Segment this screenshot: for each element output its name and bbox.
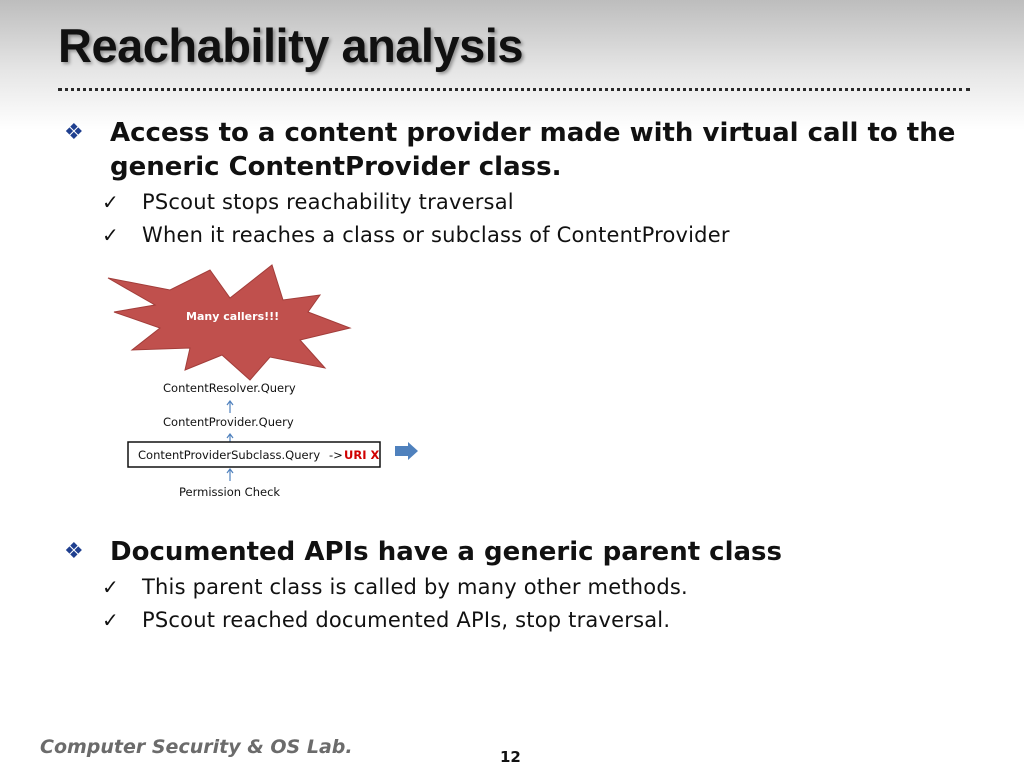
call-chain-diagram	[100, 260, 440, 505]
checkmark-icon: ✓	[102, 608, 119, 632]
checkmark-icon: ✓	[102, 223, 119, 247]
star-label: Many callers!!!	[186, 310, 280, 323]
uri-arrow-text: ->	[329, 448, 343, 462]
bullet-2-text: Documented APIs have a generic parent class	[110, 537, 783, 567]
title-dotted-rule	[58, 88, 970, 91]
bullet-1-subitem-2: When it reaches a class or subclass of ContentProvider	[142, 223, 730, 247]
node-permission-check: Permission Check	[179, 485, 281, 499]
node-content-resolver: ContentResolver.Query	[163, 381, 296, 395]
node-subclass-query: ContentProviderSubclass.Query	[138, 448, 321, 462]
bullet-1-subitem-1: PScout stops reachability traversal	[142, 190, 514, 214]
diamond-cluster-icon: ❖	[64, 120, 84, 145]
page-number: 12	[500, 748, 521, 766]
diamond-cluster-icon: ❖	[64, 539, 84, 564]
footer-lab-name: Computer Security & OS Lab.	[40, 736, 353, 758]
bullet-1-text: Access to a content provider made with virtual call to the generic ContentProvider class.	[110, 118, 956, 182]
node-content-provider: ContentProvider.Query	[163, 415, 294, 429]
bullet-2-subitem-1: This parent class is called by many other methods.	[142, 575, 688, 599]
right-arrow-icon	[395, 442, 418, 460]
slide-title: Reachability analysis	[58, 19, 523, 72]
bullet-2-subitem-2: PScout reached documented APIs, stop traversal.	[142, 608, 671, 632]
checkmark-icon: ✓	[102, 190, 119, 214]
checkmark-icon: ✓	[102, 575, 119, 599]
uri-label: URI X	[344, 448, 380, 462]
